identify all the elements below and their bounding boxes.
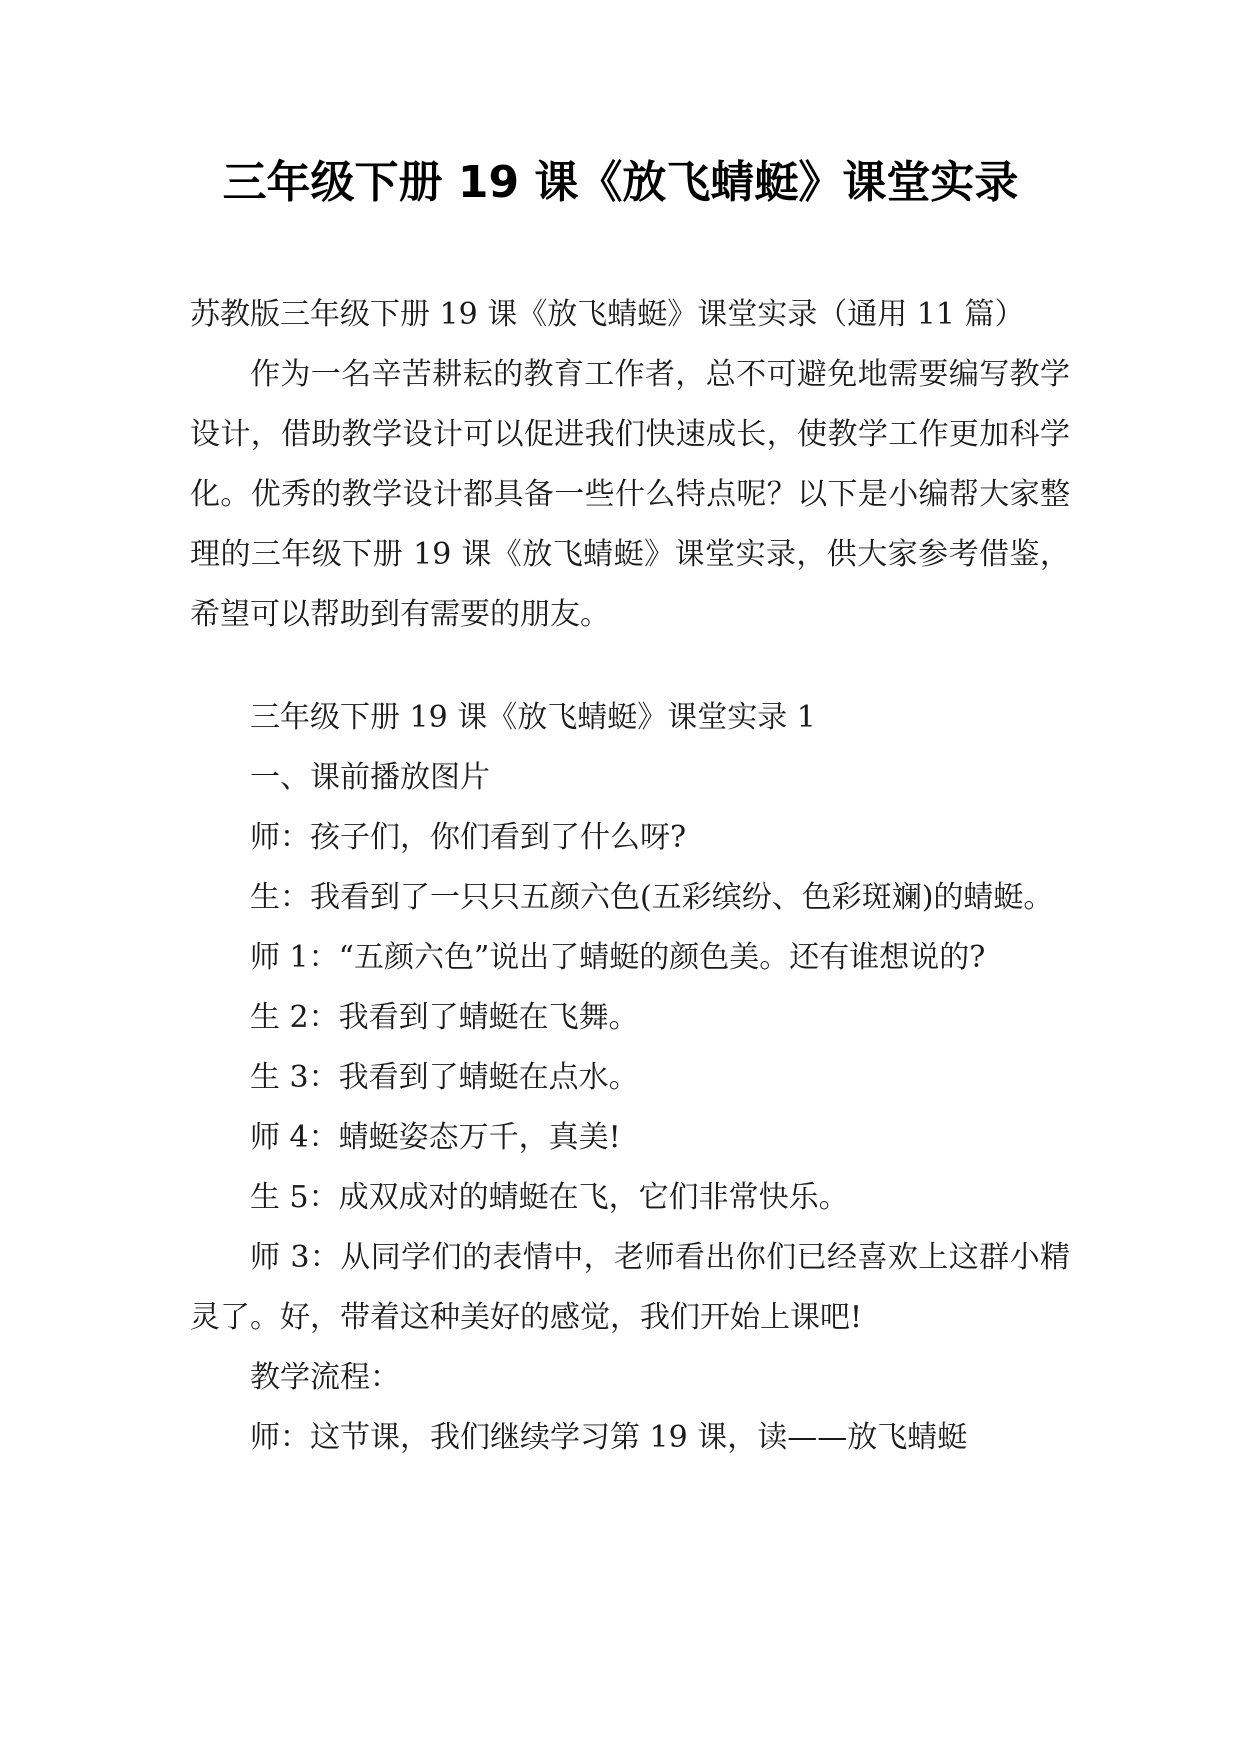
paragraph: 教学流程：: [250, 1360, 400, 1395]
intro-subtitle: 苏教版三年级下册 19 课《放飞蜻蜓》课堂实录（通用 11 篇）: [190, 297, 1025, 332]
paragraph: 生 5：成双成对的蜻蜓在飞，它们非常快乐。: [250, 1180, 849, 1215]
section-heading: 三年级下册 19 课《放飞蜻蜓》课堂实录 1: [250, 700, 816, 735]
intro-block: [190, 285, 1070, 645]
paragraph: 一、课前播放图片: [250, 760, 490, 795]
paragraph: 师 3：从同学们的表情中，老师看出你们已经喜欢上这群小精灵了。好，带着这种美好的感觉，我们开始上课吧!: [190, 1240, 1070, 1335]
paragraph: 师：这节课，我们继续学习第 19 课，读——放飞蜻蜓: [250, 1420, 968, 1455]
paragraph: 生：我看到了一只只五颜六色(五彩缤纷、色彩斑斓)的蜻蜓。: [250, 880, 1054, 915]
paragraph: 生 2：我看到了蜻蜓在飞舞。: [250, 1000, 639, 1035]
intro-paragraph: 作为一名辛苦耕耘的教育工作者，总不可避免地需要编写教学设计，借助教学设计可以促进我们快速成长，使教学工作更加科学化。优秀的教学设计都具备一些什么特点呢？以下是小编帮大家整理的三年级下册 19 课《放飞蜻蜓》课堂实录，供大家参考借鉴，希望可以帮助到有需要的朋友。: [190, 357, 1070, 632]
lesson-transcript: [190, 688, 1070, 1468]
paragraph: 师：孩子们，你们看到了什么呀?: [250, 820, 687, 855]
paragraph: 生 3：我看到了蜻蜓在点水。: [250, 1060, 639, 1095]
document-title: 三年级下册 19 课《放飞蜻蜓》课堂实录: [222, 157, 1019, 208]
paragraph: 师 4：蜻蜓姿态万千，真美!: [250, 1120, 621, 1155]
paragraph: 师 1：“五颜六色”说出了蜻蜓的颜色美。还有谁想说的?: [250, 940, 986, 975]
